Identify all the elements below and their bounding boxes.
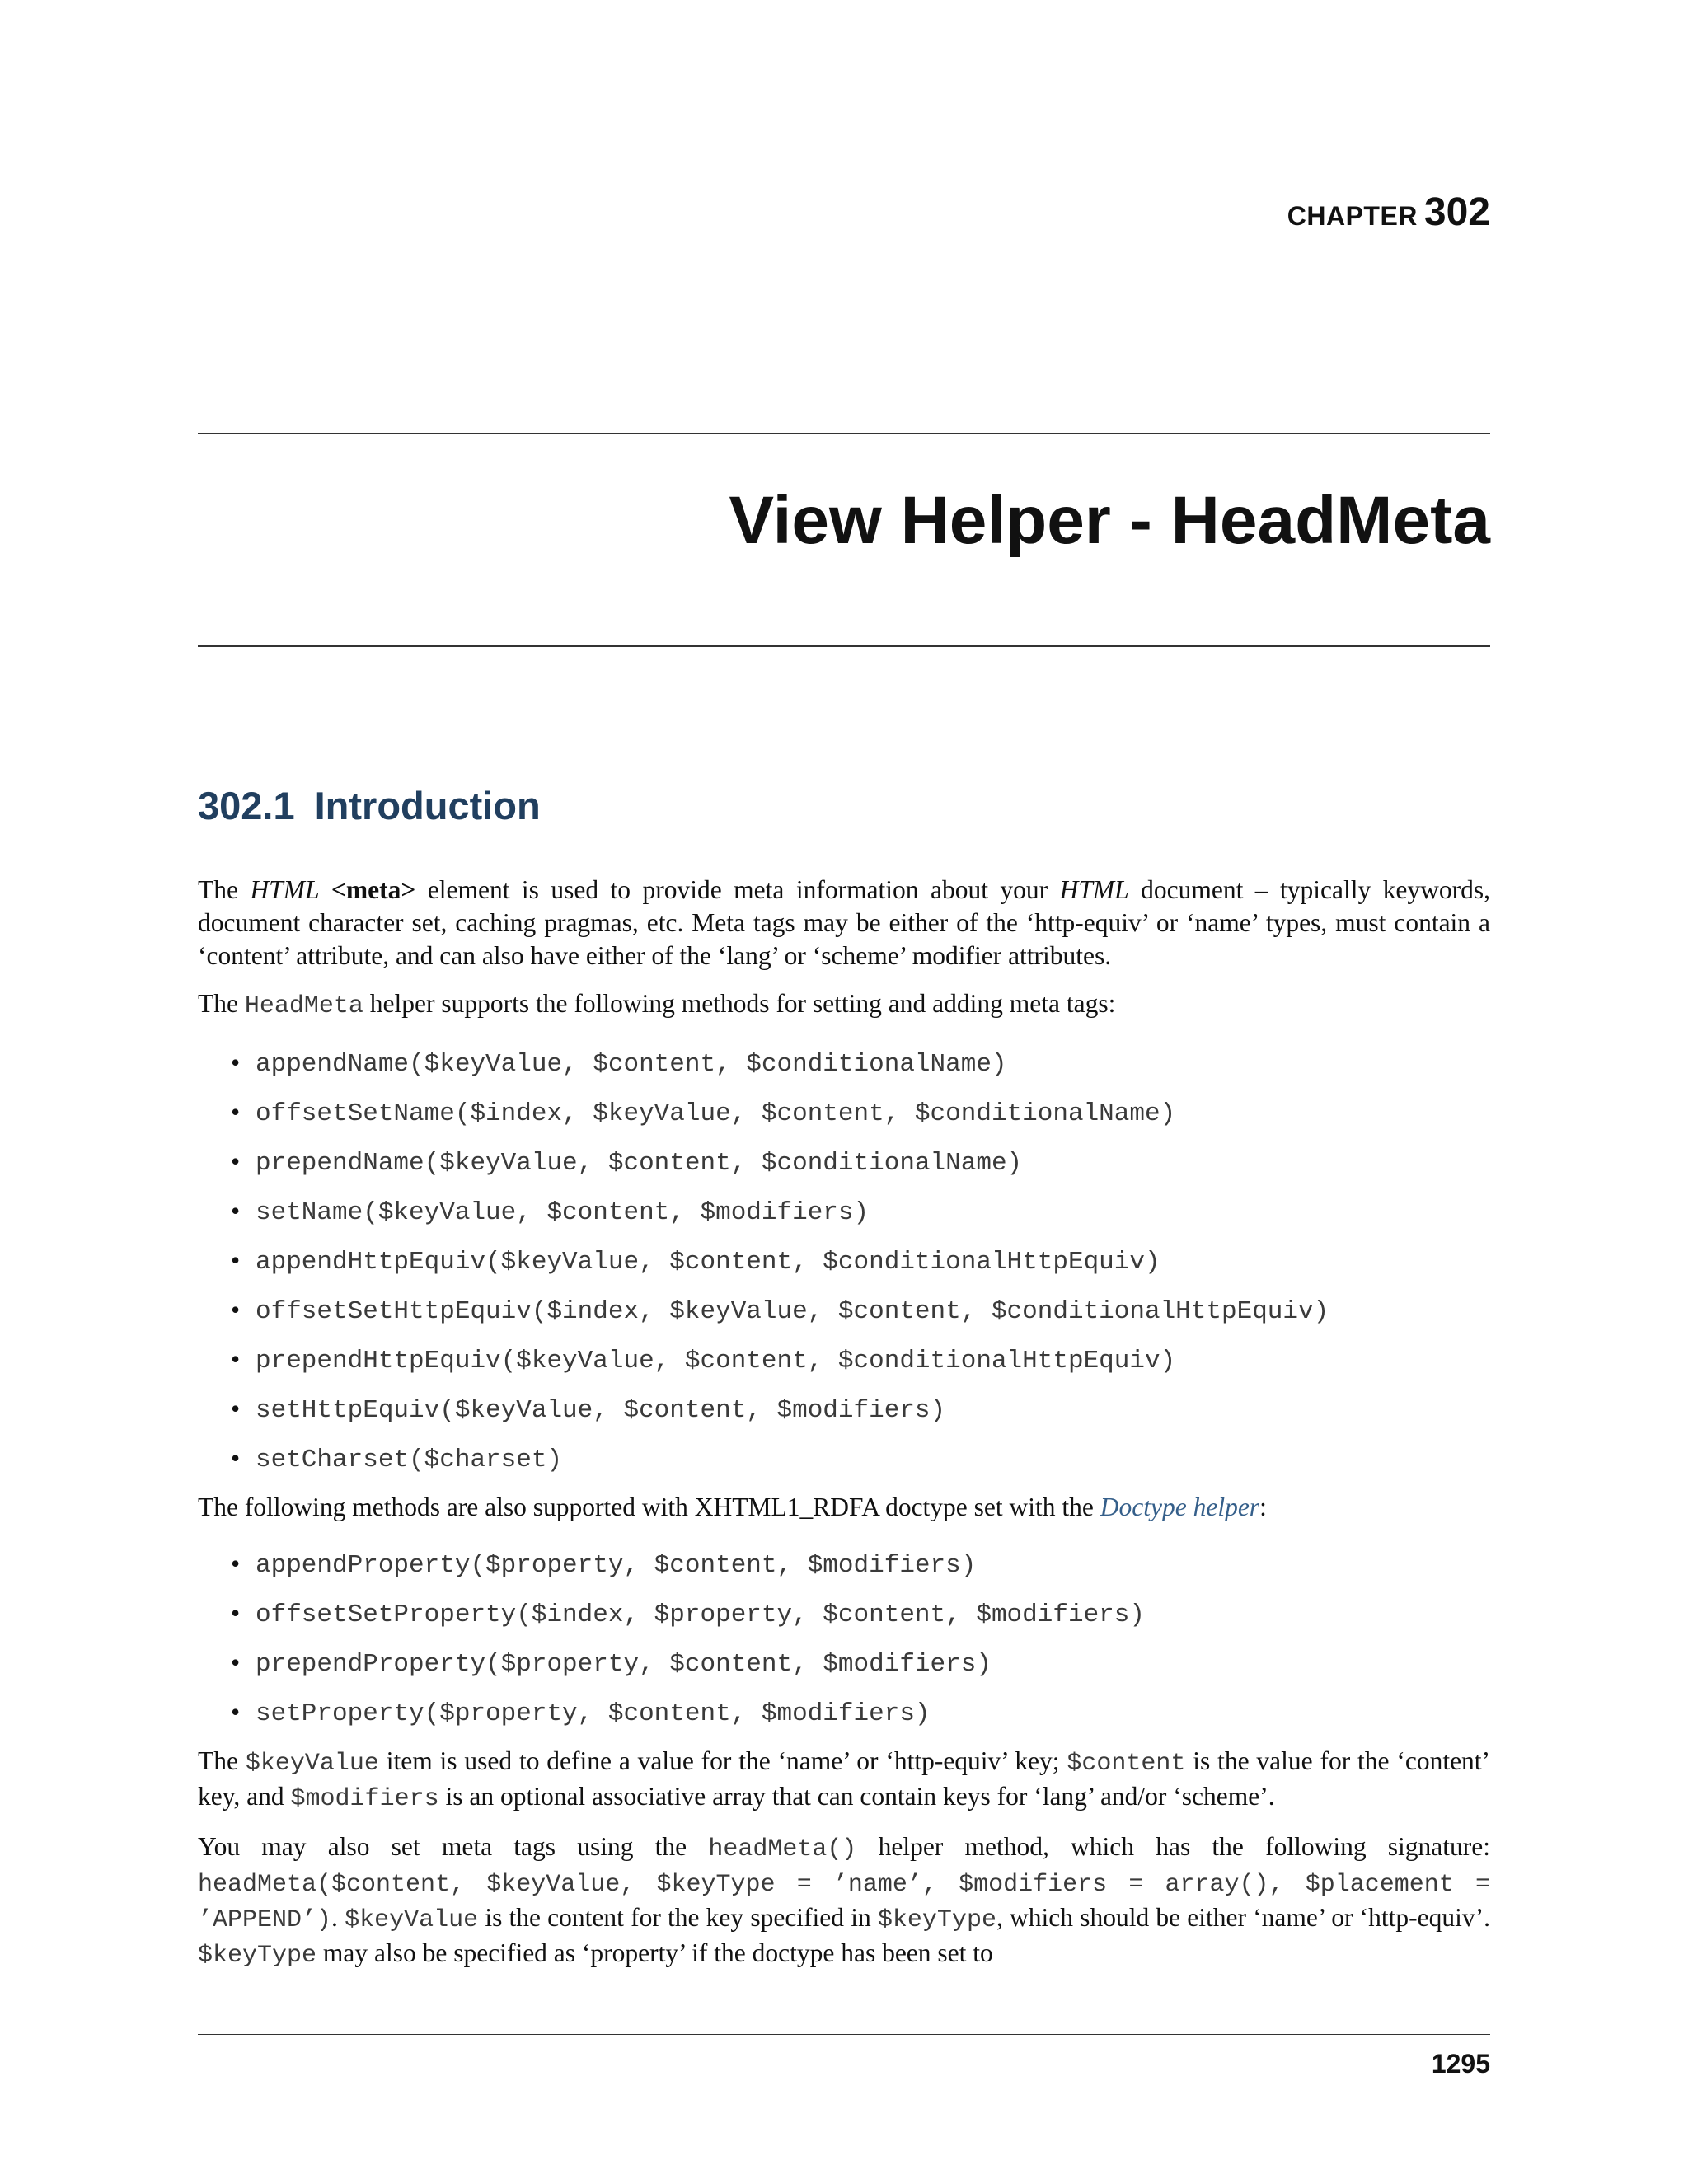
bullet-icon: • xyxy=(231,1443,241,1473)
list-item: • offsetSetHttpEquiv($index, $keyValue, $content, $conditionalHttpEquiv) xyxy=(231,1285,1490,1334)
inline-code: $content xyxy=(1067,1750,1186,1778)
bullet-icon: • xyxy=(231,1245,241,1275)
inline-code: HeadMeta xyxy=(244,992,363,1020)
headmeta-paragraph: You may also set meta tags using the headMeta() helper method, which has the following signature: headMeta($content, $keyValue, $keyType = ’name’, $modifiers = array(), $placement = ’APPEND’). $keyValue is the content for the key specified in $keyType, which should be either ‘name’ or ‘http-equiv’. $keyType may also be specified as ‘property’ if the doctype has been set to xyxy=(198,1832,1491,1970)
bullet-icon: • xyxy=(231,1697,241,1727)
bullet-icon: • xyxy=(231,1344,241,1374)
bullet-icon: • xyxy=(231,1394,241,1423)
chapter-number: 302 xyxy=(1423,190,1490,234)
inline-code: $keyValue xyxy=(345,1906,479,1934)
section-number: 302.1 xyxy=(198,784,295,827)
footer-rule xyxy=(198,2034,1490,2035)
page-number: 1295 xyxy=(1431,2049,1490,2079)
bullet-icon: • xyxy=(231,1295,241,1324)
section-title: Introduction xyxy=(314,784,541,827)
meta-tag-term: <meta> xyxy=(331,875,416,904)
list-item: • prependName($keyValue, $content, $conditionalName) xyxy=(231,1137,1490,1186)
supports-paragraph: The HeadMeta helper supports the following methods for setting and adding meta tags: xyxy=(198,989,1116,1020)
list-item: • setName($keyValue, $content, $modifiers) xyxy=(231,1186,1490,1235)
inline-code: headMeta($content, $keyValue, $keyType = ’name’, $modifiers = array(), $placement = ’APPEND’) xyxy=(198,1871,1490,1934)
body-text xyxy=(198,874,1490,1987)
bullet-icon: • xyxy=(231,1047,241,1077)
list-item: • offsetSetProperty($index, $property, $content, $modifiers) xyxy=(231,1588,1490,1638)
inline-code: $modifiers xyxy=(290,1785,439,1813)
list-item: • prependProperty($property, $content, $modifiers) xyxy=(231,1638,1490,1687)
chapter-title: View Helper - HeadMeta xyxy=(729,483,1490,558)
list-item: • prependHttpEquiv($keyValue, $content, $conditionalHttpEquiv) xyxy=(231,1334,1490,1384)
inline-code: $keyType xyxy=(198,1942,317,1970)
title-rule-top xyxy=(198,433,1490,434)
list-item: • setHttpEquiv($keyValue, $content, $modifiers) xyxy=(231,1384,1490,1433)
chapter-word: CHAPTER xyxy=(1287,201,1418,231)
intro-paragraph: The HTML <meta> element is used to provide meta information about your HTML document – typically keywords, document character set, caching pragmas, etc. Meta tags may be either of the ‘http-equiv’ or ‘name’ types, must contain a ‘content’ attribute, and can also have either of the ‘lang’ or ‘scheme’ modifier attributes. xyxy=(198,875,1491,970)
list-item: • appendProperty($property, $content, $modifiers) xyxy=(231,1539,1490,1588)
html-term: HTML xyxy=(250,875,320,904)
methods-list xyxy=(198,1038,1490,1483)
inline-code: $keyType xyxy=(877,1906,996,1934)
property-methods-list xyxy=(198,1539,1490,1736)
bullet-icon: • xyxy=(231,1146,241,1176)
list-item: • appendHttpEquiv($keyValue, $content, $conditionalHttpEquiv) xyxy=(231,1235,1490,1285)
html-term: HTML xyxy=(1059,875,1129,904)
bullet-icon: • xyxy=(231,1549,241,1578)
list-item: • setProperty($property, $content, $modifiers) xyxy=(231,1687,1490,1736)
keyvalue-paragraph: The $keyValue item is used to define a value for the ‘name’ or ‘http-equiv’ key; $content is the value for the ‘content’ key, and $modifiers is an optional associative array that can contain keys for ‘lang’ and/or ‘scheme’. xyxy=(198,1746,1491,1813)
inline-code: $keyValue xyxy=(245,1750,379,1778)
list-item: • setCharset($charset) xyxy=(231,1433,1490,1483)
title-rule-bottom xyxy=(198,645,1490,647)
bullet-icon: • xyxy=(231,1647,241,1677)
rdfa-paragraph: The following methods are also supported with XHTML1_RDFA doctype set with the Doctype helper: xyxy=(198,1493,1267,1521)
chapter-label xyxy=(1287,190,1490,235)
doctype-helper-link[interactable]: Doctype helper xyxy=(1100,1493,1260,1521)
section-heading xyxy=(198,783,541,828)
list-item: • offsetSetName($index, $keyValue, $content, $conditionalName) xyxy=(231,1087,1490,1137)
list-item: • appendName($keyValue, $content, $conditionalName) xyxy=(231,1038,1490,1087)
bullet-icon: • xyxy=(231,1598,241,1628)
bullet-icon: • xyxy=(231,1097,241,1127)
inline-code: headMeta() xyxy=(708,1835,857,1863)
bullet-icon: • xyxy=(231,1196,241,1226)
